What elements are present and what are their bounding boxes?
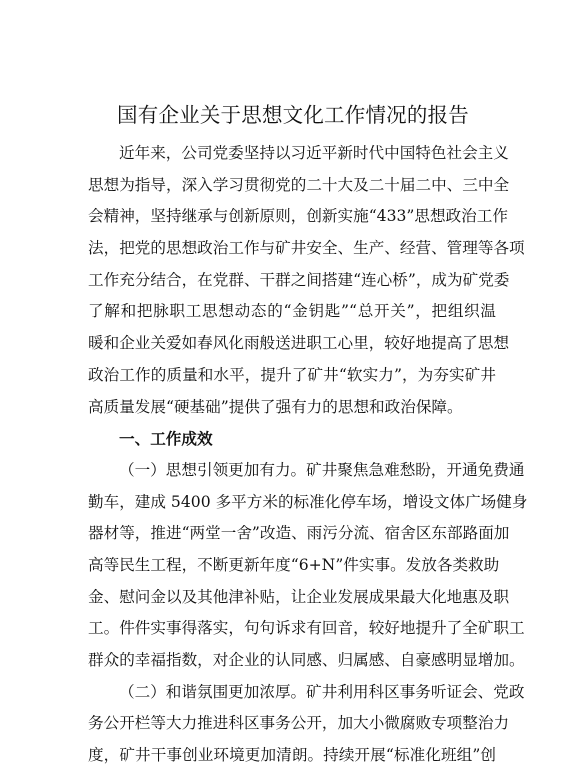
intro-line: 会精神，坚持继承与创新原则，创新实施“433”思想政治工作 [88, 207, 508, 226]
para2-line: 务公开栏等大力推进科区事务公开，加大小微腐败专项整治力 [88, 714, 510, 733]
document-body [88, 138, 528, 772]
intro-line: 暖和企业关爱如春风化雨般送进职工心里，较好地提高了思想 [88, 334, 510, 353]
intro-line: 法，把党的思想政治工作与矿井安全、生产、经营、管理等各项 [88, 239, 525, 258]
intro-line: 政治工作的质量和水平，提升了矿井“软实力”，为夯实矿井 [88, 365, 496, 384]
section-heading: 一、工作成效 [119, 429, 213, 449]
document-title: 国有企业关于思想文化工作情况的报告 [117, 103, 469, 127]
intro-line: 工作充分结合，在党群、干群之间搭建“连心桥”，成为矿党委 [88, 270, 510, 289]
intro-line: 近年来，公司党委坚持以习近平新时代中国特色社会主义 [119, 144, 509, 162]
para2-line: 度，矿井干事创业环境更加清朗。持续开展“标准化班组”创 [88, 746, 496, 765]
intro-line: 高质量发展“硬基础”提供了强有力的思想和政治保障。 [88, 397, 463, 416]
para1-line: 勤车，建成 5400 多平方米的标准化停车场，增设文体广场健身 [88, 492, 528, 511]
para1-line: 工。件件实事得落实，句句诉求有回音，较好地提升了全矿职工 [88, 619, 525, 638]
para2-line: （二）和谐氛围更加浓厚。矿井利用科区事务听证会、党政 [119, 682, 525, 701]
para1-line: 群众的幸福指数，对企业的认同感、归属感、自豪感明显增加。 [88, 651, 525, 669]
intro-line: 了解和把脉职工思想动态的“金钥匙”“总开关”，把组织温 [88, 302, 496, 321]
para1-line: 高等民生工程，不断更新年度“6+N”件实事。发放各类救助 [88, 555, 500, 574]
intro-line: 思想为指导，深入学习贯彻党的二十大及二十届二中、三中全 [88, 175, 510, 194]
para1-line: 器材等，推进“两堂一舍”改造、雨污分流、宿舍区东部路面加 [88, 524, 510, 543]
para1-line: （一）思想引领更加有力。矿井聚焦急难愁盼，开通免费通 [119, 460, 525, 479]
para1-line: 金、慰问金以及其他津补贴，让企业发展成果最大化地惠及职 [88, 587, 510, 606]
